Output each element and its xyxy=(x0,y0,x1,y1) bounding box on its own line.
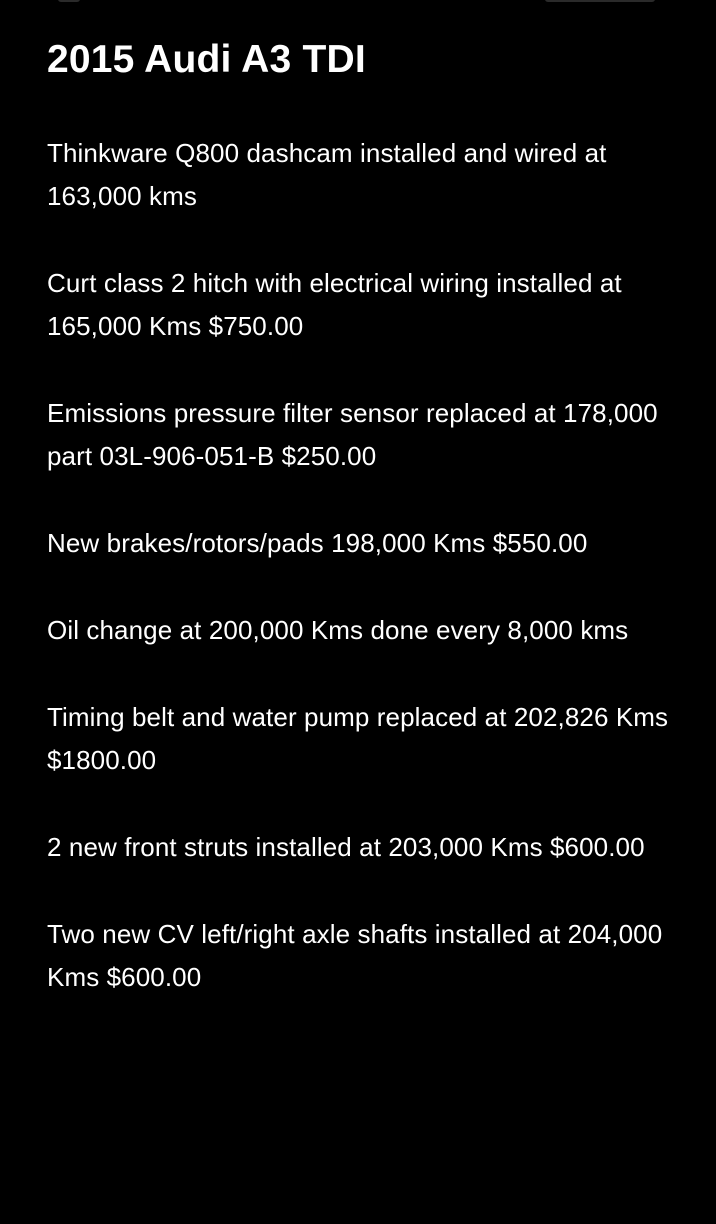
list-item: Two new CV left/right axle shafts installed at 204,000 Kms $600.00 xyxy=(47,919,663,992)
list-item: Emissions pressure filter sensor replaced at 178,000 part 03L-906-051-B $250.00 xyxy=(47,398,658,471)
list-item: Timing belt and water pump replaced at 202,826 Kms $1800.00 xyxy=(47,702,669,775)
list-item: 2 new front struts installed at 203,000 Kms $600.00 xyxy=(47,832,645,862)
note-entries-list xyxy=(47,132,677,999)
list-item: New brakes/rotors/pads 198,000 Kms $550.00 xyxy=(47,528,588,558)
cropped-toolbar-edge xyxy=(0,0,716,6)
list-item: Oil change at 200,000 Kms done every 8,000 kms xyxy=(47,615,629,645)
list-item: Curt class 2 hitch with electrical wiring installed at 165,000 Kms $750.00 xyxy=(47,268,622,341)
note-body[interactable] xyxy=(47,30,677,1043)
list-item: Thinkware Q800 dashcam installed and wired at 163,000 kms xyxy=(47,138,607,211)
cropped-toolbar-icon xyxy=(58,0,80,2)
note-title: 2015 Audi A3 TDI xyxy=(47,38,366,81)
cropped-toolbar-icon xyxy=(545,0,655,2)
